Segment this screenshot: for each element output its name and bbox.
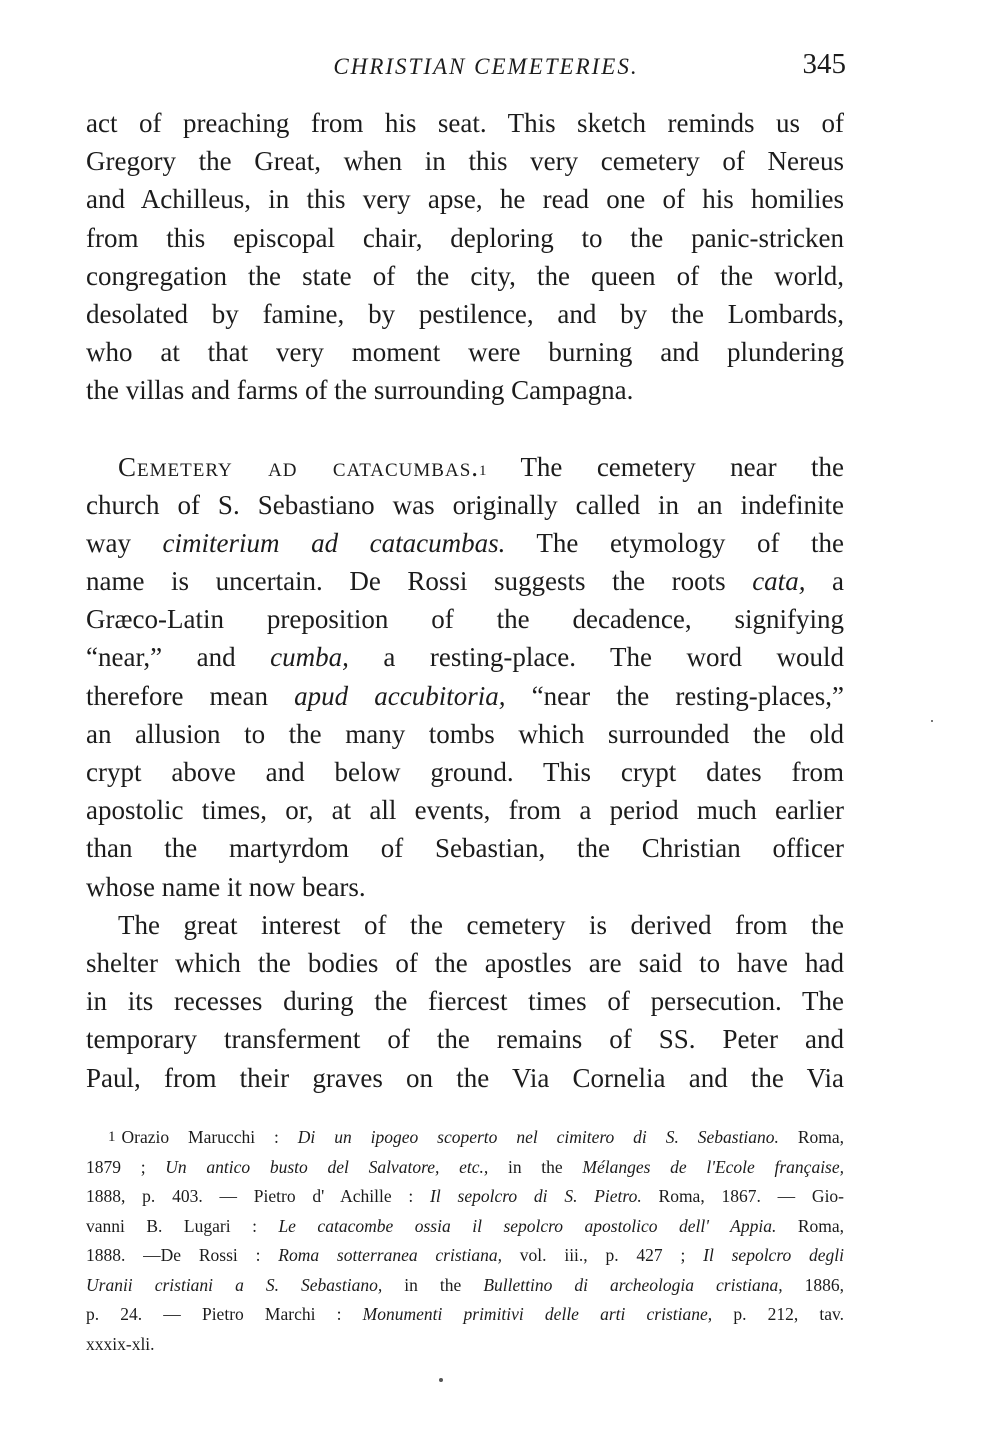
text-span: therefore mean (86, 680, 269, 711)
footnote-reference: 1 (479, 462, 487, 479)
footnote-line (86, 1241, 844, 1271)
print-speck (439, 1378, 443, 1382)
footnote-line: xxxix-xli. (86, 1333, 155, 1354)
text-line: Paul, from their graves on the Via Cornelia and the Via (86, 1062, 844, 1093)
footnote-marker: 1 (108, 1129, 116, 1145)
text-line: congregation the state of the city, the queen of the world, (86, 260, 844, 291)
text-line: crypt above and below ground. This crypt dates from (86, 757, 844, 787)
footnote (86, 1123, 844, 1359)
text-line: temporary transferment of the remains of SS. Peter and (86, 1024, 844, 1055)
print-speck (931, 720, 933, 722)
text-line: The great interest of the cemetery is derived from the (118, 909, 844, 940)
italic-title: Di un ipogeo scoperto nel cimitero di S. Sebastiano. (297, 1127, 779, 1147)
text-span: in the (404, 1274, 462, 1295)
text-span: Roma, 1867. — Gio- (658, 1186, 845, 1206)
text-span: a (832, 566, 845, 597)
italic-term: cimiterium ad catacumbas. (162, 527, 506, 558)
paragraph-3 (86, 906, 844, 1097)
italic-title: Roma sotterranea cristiana, (278, 1245, 502, 1265)
text-line (86, 677, 844, 715)
footnote-line (86, 1300, 844, 1330)
paragraph-2 (86, 448, 844, 906)
text-span: The cemetery near the (520, 451, 844, 482)
text-line: who at that very moment were burning and plundering (86, 337, 844, 368)
italic-title: Il sepolcro di S. Pietro. (430, 1186, 642, 1206)
footnote-line (86, 1123, 844, 1153)
italic-title: Il sepolcro degli (703, 1245, 845, 1265)
text-span: name is uncertain. De Rossi suggests the roots (86, 566, 726, 597)
italic-title: Le catacombe ossia il sepolcro apostolico dell' Appia. (278, 1215, 777, 1236)
page-number: 345 (802, 48, 846, 80)
text-span: Orazio Marucchi : (121, 1127, 279, 1147)
footnote-line (86, 1182, 844, 1212)
italic-term: cumba, (270, 642, 349, 673)
footnote-line (86, 1271, 844, 1301)
text-line: whose name it now bears. (86, 871, 366, 902)
text-line: Gregory the Great, when in this very cemetery of Nereus (86, 146, 844, 177)
italic-term: apud accubitoria, (294, 680, 506, 711)
text-span: p. 212, tav. (733, 1304, 844, 1324)
text-line: the villas and farms of the surrounding Campagna. (86, 375, 634, 406)
text-line (86, 448, 844, 486)
text-line: desolated by famine, by pestilence, and by the Lombards, (86, 298, 844, 329)
text-span: 1879 ; (86, 1156, 146, 1177)
italic-title: Un antico busto del Salvatore, etc., (165, 1156, 489, 1177)
text-line: and Achilleus, in this very apse, he read one of his homilies (86, 184, 844, 215)
text-line: in its recesses during the fiercest times of persecution. The (86, 986, 844, 1017)
italic-title: Bullettino di archeologia cristiana, (483, 1274, 783, 1295)
text-span: Roma, (797, 1215, 845, 1236)
text-line: act of preaching from his seat. This sketch reminds us of (86, 108, 844, 138)
text-line (86, 562, 844, 600)
text-span: 1886, (804, 1274, 845, 1295)
text-line: shelter which the bodies of the apostles are said to have had (86, 947, 844, 978)
text-span: vanni B. Lugari : (86, 1215, 257, 1236)
section-heading: Cemetery ad catacumbas. (118, 451, 480, 482)
italic-term: cata, (752, 566, 806, 597)
text-line (86, 524, 844, 562)
paragraph-1 (86, 104, 844, 410)
text-span: 1888, p. 403. — Pietro d' Achille : (86, 1186, 414, 1206)
body-text (86, 104, 844, 1097)
text-span: in the (507, 1156, 563, 1177)
text-span: a resting-place. The word would (383, 642, 845, 673)
text-span: way (86, 527, 131, 558)
text-line: Græco-Latin preposition of the decadence, signifying (86, 604, 844, 635)
text-span: “near,” and (86, 642, 236, 673)
running-title: CHRISTIAN CEMETERIES. (333, 54, 639, 79)
text-span: 1888. —De Rossi : (86, 1245, 261, 1265)
italic-title: Mélanges de l'Ecole française, (582, 1156, 845, 1177)
text-span: p. 24. — Pietro Marchi : (86, 1304, 342, 1324)
text-span: “near the resting-places,” (531, 680, 844, 711)
italic-title: Monumenti primitivi delle arti cristiane, (362, 1304, 713, 1324)
text-line (86, 638, 844, 676)
text-span: Roma, (797, 1127, 845, 1147)
text-line: an allusion to the many tombs which surrounded the old (86, 718, 844, 749)
text-line: church of S. Sebastiano was originally called in an indefinite (86, 489, 844, 520)
italic-title: Uranii cristiani a S. Sebastiano, (86, 1274, 383, 1295)
footnote-line (86, 1212, 844, 1242)
footnote-line (86, 1153, 844, 1183)
text-line: apostolic times, or, at all events, from a period much earlier (86, 795, 844, 826)
text-line: than the martyrdom of Sebastian, the Christian officer (86, 833, 844, 864)
text-line: from this episcopal chair, deploring to the panic-stricken (86, 222, 844, 253)
text-span: The etymology of the (536, 527, 845, 558)
page-header (86, 48, 846, 88)
text-span: vol. iii., p. 427 ; (519, 1245, 686, 1265)
